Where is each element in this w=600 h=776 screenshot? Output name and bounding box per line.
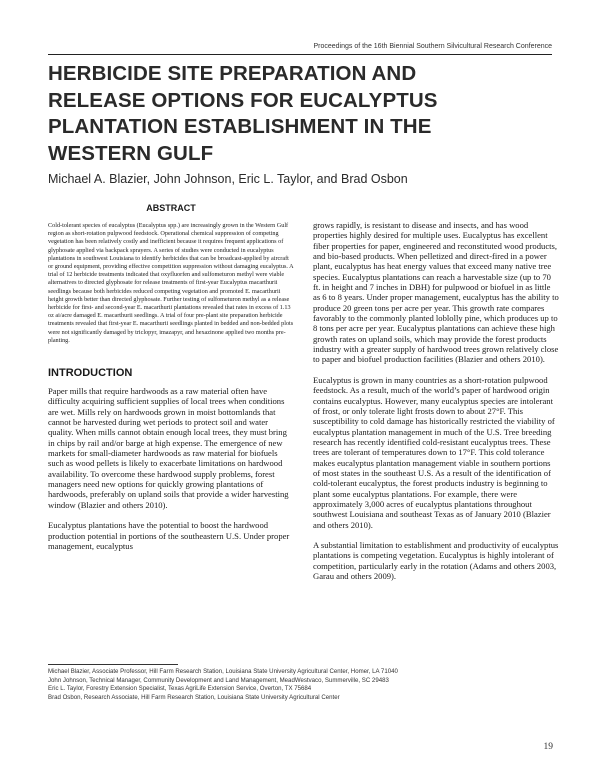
introduction-heading: INTRODUCTION	[48, 367, 133, 380]
title-line: HERBICIDE SITE PREPARATION AND	[48, 62, 417, 85]
body-paragraph: Paper mills that require hardwoods as a raw material often have difficulty acquiring sufficient supplies of local trees when conditions are wet. Mills rely on hardwoods grown in moist bottomlands that cannot be harvested during wet periods to protect soil and water quality. When mills cannot obtain enough local trees, they must bring in chips by rail and/or barge at high expense. The emergence of new markets for small-diameter hardwoods as raw material for biofuels such as wood pellets is likely to exacerbate limitations on hardwood availability. To overcome these hardwood supply problems, forest managers need new options for quickly growing plantations of hardwoods, preferably on upland soils that provide a wider harvesting window (Blazier and others 2010).	[48, 386, 289, 510]
affiliation-line: Brad Osbon, Research Associate, Hill Farm Research Station, Louisiana State University Agricultural Center	[48, 693, 340, 701]
body-paragraph: Eucalyptus is grown in many countries as a short-rotation pulpwood feedstock. As a result, much of the world’s paper of hardwood origin contains eucalyptus. However, many eucalyptus species are intolerant of frost, or only tolerate light frosts down to about 27°F. This susceptibility to cold damage has historically restricted the viability of eucalyptus plantation management in much of the U.S. Tree breeding research has recently identified cold-resistant eucalyptus trees. These trees are tolerant of temperatures down to 17°F. This cold tolerance makes eucalyptus plantation management viable in southern portions of most states in the southeast U.S. As a result of the identification of cold-tolerant eucalyptus, the forest products industry is beginning to plant some eucalyptus plantations. For example, there were approximately 3,000 acres of eucalyptus plantations throughout southwest Louisiana and southeast Texas as of January 2010 (Blazier and others 2010).	[313, 374, 555, 530]
running-header: Proceedings of the 16th Biennial Southern Silvicultural Research Conference	[313, 43, 552, 50]
affiliation-line: John Johnson, Technical Manager, Community Development and Land Management, MeadWestvaco, Summerville, SC 29483	[48, 676, 389, 684]
title-line: WESTERN GULF	[48, 141, 214, 165]
author-affiliations	[48, 668, 558, 702]
page-number: 19	[543, 742, 553, 752]
abstract-text: Cold-tolerant species of eucalyptus (Eucalyptus spp.) are increasingly grown in the Western Gulf region as short-rotation pulpwood feedstock. Operational chemical suppression of competing vegetation has been relatively costly and inefficient because it requires frequent applications of glyphosate applied via backpack sprayers. A series of studies were conducted in eucalyptus plantations in southwest Louisiana to identify herbicides that can be broadcast-applied by aircraft or ground equipment, providing effective competition suppression without damaging eucalyptus. A trial of 12 herbicide treatments indicated that oxyfluorfen and sulfometuron methyl were viable alternatives to directed glyphosate for release treatments of first-year Eucalyptus macarthurii seedlings because both herbicides reduced competing vegetation and promoted E. macarthurii height growth better than directed glyphosate. Further testing of sulfometuron methyl as a release herbicide for first- and second-year E. macarthurii plantations revealed that rates in excess of 1.13 oz ai/acre damaged E. macarthurii seedlings. A trial of four pre-plant site preparation herbicide treatments revealed that first-year E. macarthurii seedlings planted in bedded and non-bedded plots were not significantly damaged by triclopyr, imazapyr, and hexazinone applied two months pre-planting.	[48, 222, 294, 344]
header-rule	[48, 54, 552, 55]
body-paragraph: A substantial limitation to establishment and productivity of eucalyptus plantations is competing vegetation. Eucalyptus is highly intolerant of competition, particularly early in the rotation (Adams and others 2003, Garau and others 2009).	[313, 539, 559, 581]
paper-title	[48, 61, 558, 167]
affiliation-line: Michael Blazier, Associate Professor, Hill Farm Research Station, Louisiana State University Agricultural Center, Homer, LA 71040	[48, 668, 398, 675]
affiliation-line: Eric L. Taylor, Forestry Extension Specialist, Texas AgriLife Extension Service, Overton, TX 75684	[48, 685, 312, 693]
right-column	[313, 220, 559, 591]
abstract-heading: ABSTRACT	[146, 203, 196, 213]
body-paragraph: Eucalyptus plantations have the potential to boost the hardwood production potential in portions of the southeastern U.S. Under proper management, eucalyptus	[48, 520, 290, 551]
author-list: Michael A. Blazier, John Johnson, Eric L. Taylor, and Brad Osbon	[48, 172, 408, 186]
left-column	[48, 203, 294, 561]
footnote-rule	[48, 664, 178, 665]
title-line: RELEASE OPTIONS FOR EUCALYPTUS	[48, 88, 438, 112]
title-line: PLANTATION ESTABLISHMENT IN THE	[48, 115, 432, 138]
body-paragraph: grows rapidly, is resistant to disease and insects, and has wood properties highly desired for multiple uses. Eucalyptus has excellent fiber properties for paper, engineered and reconstituted wood products, and bio-based products. When pelletized and direct-fired in a power plant, eucalyptus has heat energy values that exceed many native tree species. Eucalyptus plantations can reach a harvestable size (up to 70 ft. in height and 7 inches in DBH) for pulpwood or biofuel in as little as 6 to 8 years. Under proper management, eucalyptus has the ability to produce 20 green tons per acre per year. This growth rate compares favorably to the commonly planted loblolly pine, which produces up to 8 tons per acre per year. Eucalyptus plantations can achieve these high growth rates on upland soils, which may provide the forest products industry with a greater supply of hardwood trees grown relatively close to paper and biofuel production facilities (Blazier and others 2010).	[313, 220, 559, 365]
